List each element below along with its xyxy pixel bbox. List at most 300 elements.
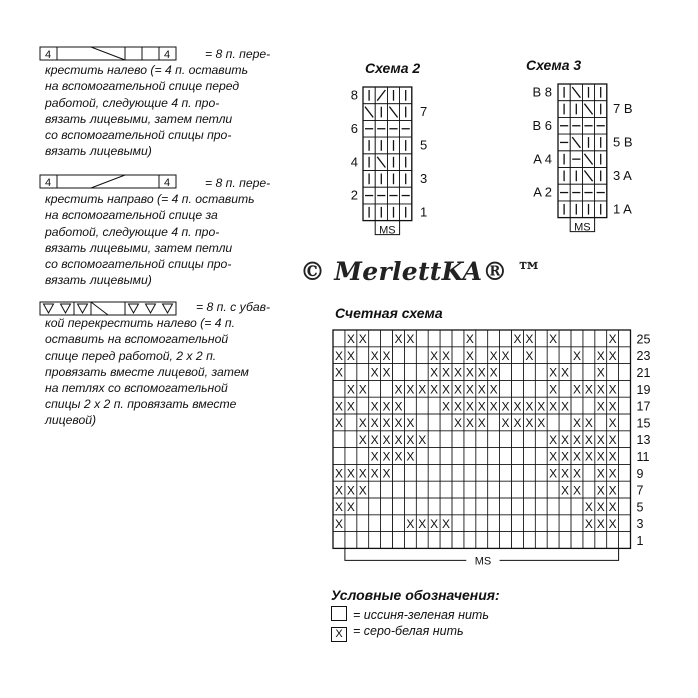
chart-spacer	[416, 477, 428, 484]
chart-spacer	[523, 498, 535, 505]
chart-x-mark: X	[394, 399, 403, 414]
chart-spacer	[535, 365, 547, 372]
cable-number-right: 4	[164, 177, 171, 189]
chart-spacer	[416, 414, 428, 421]
chart-spacer	[607, 365, 619, 372]
chart-spacer	[619, 421, 631, 428]
chart-x-mark: X	[370, 432, 379, 447]
chart-x-mark: X	[549, 466, 558, 481]
chart-cell	[381, 380, 393, 397]
chart-row-label: 15	[636, 416, 651, 431]
chart-spacer	[476, 484, 488, 491]
chart-cell	[523, 448, 535, 465]
chart-cell	[488, 464, 500, 481]
chart-cell	[381, 330, 393, 347]
chart-cell	[535, 448, 547, 465]
chart-spacer	[535, 386, 547, 393]
chart-cell	[428, 431, 440, 448]
chart-spacer	[416, 337, 428, 344]
chart-cell	[488, 431, 500, 448]
chart-spacer	[488, 414, 500, 421]
chart-x-mark: X	[406, 382, 415, 397]
chart-cell	[619, 448, 631, 465]
chart-spacer	[393, 358, 405, 365]
chart-spacer	[571, 407, 583, 414]
chart-spacer	[381, 337, 393, 344]
chart-spacer	[523, 477, 535, 484]
legend-line: оставить на вспомогательной	[45, 332, 229, 347]
chart-cell	[428, 414, 440, 431]
chart-x-mark: X	[334, 500, 343, 515]
chart-cell	[404, 532, 416, 549]
chart-x-mark: X	[406, 432, 415, 447]
legend-line: вязать лицевыми, затем петли	[45, 240, 233, 255]
chart-cell	[476, 464, 488, 481]
chart-spacer	[619, 330, 631, 337]
legend-line: = 8 п. пере-	[205, 176, 271, 190]
chart-x-mark: X	[608, 500, 617, 515]
row-label-left: 8	[350, 87, 358, 103]
chart-spacer	[357, 358, 369, 365]
chart-x-mark: X	[572, 466, 581, 481]
chart-spacer	[345, 421, 357, 428]
chart-spacer	[404, 400, 416, 407]
chart-cell	[476, 515, 488, 532]
chart-x-mark: X	[418, 382, 427, 397]
chart-spacer	[476, 498, 488, 505]
chart-spacer	[512, 456, 524, 463]
legend-text-grey-white: = серо-белая нить	[353, 624, 464, 638]
legend-text-teal: = иссиня-зеленая нить	[353, 608, 489, 622]
chart-row-label: 1	[636, 534, 644, 549]
chart-spacer	[440, 505, 452, 512]
chart-cell	[452, 330, 464, 347]
chart-cell	[428, 448, 440, 465]
chart-spacer	[369, 386, 381, 393]
chart-spacer	[523, 456, 535, 463]
chart-spacer	[428, 477, 440, 484]
chart-spacer	[512, 449, 524, 456]
chart-spacer	[428, 337, 440, 344]
chart-spacer	[500, 337, 512, 344]
chart-spacer	[369, 491, 381, 498]
chart-spacer	[512, 365, 524, 372]
chart-x-mark: X	[572, 382, 581, 397]
chart-spacer	[416, 491, 428, 498]
chart-x-mark: X	[382, 432, 391, 447]
chart-spacer	[512, 498, 524, 505]
chart-spacer	[452, 330, 464, 337]
chart-spacer	[416, 505, 428, 512]
chart-cell	[404, 364, 416, 381]
chart-spacer	[619, 449, 631, 456]
legend-line: вязать лицевыми, затем петли	[45, 111, 233, 126]
chart-spacer	[523, 505, 535, 512]
chart-x-mark: X	[596, 483, 605, 498]
chart-cell	[393, 481, 405, 498]
chart-spacer	[428, 428, 440, 435]
chart-cell	[571, 498, 583, 515]
chart-x-mark: X	[334, 516, 343, 531]
chart-spacer	[440, 484, 452, 491]
chart-cell	[369, 532, 381, 549]
chart-spacer	[559, 351, 571, 358]
legend-line: крестить налево (= 4 п. оставить	[45, 63, 248, 78]
chart-spacer	[393, 351, 405, 358]
chart-cell	[464, 498, 476, 515]
chart-cell	[428, 464, 440, 481]
chart-x-mark: X	[477, 399, 486, 414]
chart-spacer	[512, 477, 524, 484]
chart-x-mark: X	[442, 382, 451, 397]
chart-spacer	[428, 470, 440, 477]
chart-row-label: 7	[636, 483, 644, 498]
chart-spacer	[476, 442, 488, 449]
chart-spacer	[523, 372, 535, 379]
scheme2-title: Схема 2	[365, 60, 421, 76]
legend-line: работой, следующие 4 п. про-	[45, 224, 220, 239]
chart-x-mark: X	[608, 399, 617, 414]
chart-x-mark: X	[608, 382, 617, 397]
row-label-right: 1	[420, 204, 428, 220]
chart-spacer	[595, 337, 607, 344]
chart-spacer	[619, 414, 631, 421]
chart-spacer	[428, 456, 440, 463]
chart-spacer	[345, 435, 357, 442]
chart-spacer	[512, 386, 524, 393]
chart-cell	[476, 481, 488, 498]
chart-spacer	[416, 449, 428, 456]
chart-cell	[345, 364, 357, 381]
chart-x-mark: X	[584, 516, 593, 531]
chart-spacer	[523, 449, 535, 456]
chart-cell	[416, 448, 428, 465]
chart-cell	[547, 414, 559, 431]
chart-cell	[619, 330, 631, 347]
chart-spacer	[440, 414, 452, 421]
chart-cell	[571, 532, 583, 549]
chart-spacer	[452, 449, 464, 456]
chart-row-label: 9	[636, 466, 644, 481]
chart-cell	[333, 431, 345, 448]
chart-spacer	[357, 449, 369, 456]
chart-x-mark: X	[442, 365, 451, 380]
chart-spacer	[571, 400, 583, 407]
chart-x-mark: X	[382, 416, 391, 431]
chart-x-mark: X	[584, 382, 593, 397]
chart-spacer	[452, 491, 464, 498]
chart-cell	[571, 330, 583, 347]
chart-spacer	[512, 491, 524, 498]
chart-spacer	[500, 442, 512, 449]
chart-x-mark: X	[406, 449, 415, 464]
chart-spacer	[500, 435, 512, 442]
chart-spacer	[500, 505, 512, 512]
chart-cell	[547, 481, 559, 498]
chart-cell	[393, 498, 405, 515]
legend-item-teal	[331, 606, 489, 622]
chart-x-mark: X	[525, 332, 534, 347]
chart-x-mark: X	[537, 416, 546, 431]
chart-cell	[369, 330, 381, 347]
chart-x-mark: X	[549, 382, 558, 397]
chart-cell	[559, 532, 571, 549]
chart-cell	[488, 532, 500, 549]
chart-cell	[393, 464, 405, 481]
chart-spacer	[404, 491, 416, 498]
chart-spacer	[404, 358, 416, 365]
chart-cell	[452, 347, 464, 364]
chart-cell	[393, 364, 405, 381]
chart-cell	[369, 380, 381, 397]
chart-spacer	[559, 421, 571, 428]
chart-x-mark: X	[513, 399, 522, 414]
chart-cell	[512, 464, 524, 481]
chart-cell	[535, 431, 547, 448]
chart-cell	[488, 414, 500, 431]
chart-spacer	[583, 470, 595, 477]
chart-spacer	[357, 365, 369, 372]
chart-spacer	[416, 330, 428, 337]
chart-x-mark: X	[525, 399, 534, 414]
chart-x-mark: X	[477, 416, 486, 431]
chart-x-mark: X	[334, 348, 343, 363]
chart-cell	[381, 515, 393, 532]
chart-x-mark: X	[596, 399, 605, 414]
chart-spacer	[404, 484, 416, 491]
chart-x-mark: X	[442, 516, 451, 531]
chart-spacer	[416, 484, 428, 491]
chart-spacer	[476, 477, 488, 484]
chart-spacer	[345, 442, 357, 449]
chart-x-mark: X	[465, 382, 474, 397]
chart-cell	[404, 347, 416, 364]
chart-x-mark: X	[358, 416, 367, 431]
chart-x-mark: X	[584, 449, 593, 464]
row-label-left: B 6	[532, 117, 552, 133]
chart-spacer	[535, 351, 547, 358]
chart-spacer	[476, 491, 488, 498]
chart-cell	[476, 532, 488, 549]
chart-x-mark: X	[561, 449, 570, 464]
chart-spacer	[393, 477, 405, 484]
legend-line: спице перед работой, 2 x 2 п.	[45, 348, 217, 363]
chart-cell	[416, 498, 428, 515]
chart-spacer	[476, 470, 488, 477]
chart-cell	[571, 397, 583, 414]
chart-cell	[535, 347, 547, 364]
chart-spacer	[345, 449, 357, 456]
chart-cell	[357, 515, 369, 532]
chart-x-mark: X	[549, 432, 558, 447]
chart-cell	[333, 330, 345, 347]
chart-cell	[416, 330, 428, 347]
chart-spacer	[464, 442, 476, 449]
chart-x-mark: X	[572, 449, 581, 464]
chart-spacer	[512, 470, 524, 477]
chart-spacer	[464, 470, 476, 477]
chart-x-mark: X	[406, 516, 415, 531]
chart-cell	[404, 481, 416, 498]
chart-cell	[488, 330, 500, 347]
chart-spacer	[535, 470, 547, 477]
chart-x-mark: X	[572, 483, 581, 498]
chart-x-mark: X	[430, 348, 439, 363]
chart-cell	[440, 481, 452, 498]
chart-spacer	[452, 470, 464, 477]
chart-spacer	[500, 477, 512, 484]
chart-spacer	[619, 393, 631, 400]
chart-row-label: 11	[636, 450, 650, 465]
chart-spacer	[535, 498, 547, 505]
chart-x-mark: X	[608, 449, 617, 464]
chart-spacer	[393, 484, 405, 491]
legend-line: со вспомогательной спицы про-	[45, 128, 232, 143]
chart-spacer	[393, 498, 405, 505]
chart-cell	[452, 448, 464, 465]
chart-spacer	[464, 435, 476, 442]
row-label-right: 3 A	[613, 168, 632, 184]
chart-cell	[583, 532, 595, 549]
chart-cell	[595, 330, 607, 347]
chart-cell	[440, 431, 452, 448]
chart-cell	[559, 414, 571, 431]
chart-spacer	[333, 449, 345, 456]
chart-spacer	[381, 484, 393, 491]
chart-x-mark: X	[358, 332, 367, 347]
legend-line: на вспомогательной спице за	[45, 208, 218, 223]
chart-cell	[476, 431, 488, 448]
chart-x-mark: X	[572, 416, 581, 431]
chart-spacer	[512, 435, 524, 442]
chart-row-label: 23	[636, 349, 651, 364]
chart-cell	[619, 431, 631, 448]
chart-spacer	[416, 470, 428, 477]
chart-spacer	[476, 351, 488, 358]
chart-cell	[547, 532, 559, 549]
chart-spacer	[535, 505, 547, 512]
chart-cell	[500, 532, 512, 549]
chart-cell	[500, 515, 512, 532]
chart-spacer	[571, 498, 583, 505]
chart-spacer	[404, 505, 416, 512]
chart-cell	[345, 532, 357, 549]
chart-spacer	[535, 358, 547, 365]
chart-spacer	[512, 505, 524, 512]
chart-x-mark: X	[453, 382, 462, 397]
chart-cell	[619, 347, 631, 364]
chart-cell	[416, 397, 428, 414]
chart-cell	[619, 380, 631, 397]
chart-x-mark: X	[489, 365, 498, 380]
symbols-legend-title: Условные обозначения:	[331, 587, 500, 603]
chart-cell	[464, 532, 476, 549]
chart-spacer	[428, 442, 440, 449]
row-label-left: 6	[350, 120, 358, 136]
chart-cell	[357, 532, 369, 549]
chart-cell	[523, 532, 535, 549]
chart-spacer	[488, 477, 500, 484]
chart-spacer	[357, 400, 369, 407]
chart-x-mark: X	[370, 449, 379, 464]
chart-cell	[583, 397, 595, 414]
chart-cell	[428, 532, 440, 549]
chart-cell	[416, 414, 428, 431]
chart-spacer	[619, 372, 631, 379]
chart-x-mark: X	[358, 432, 367, 447]
chart-spacer	[440, 435, 452, 442]
chart-x-mark: X	[382, 365, 391, 380]
chart-spacer	[523, 470, 535, 477]
chart-cell	[357, 448, 369, 465]
chart-spacer	[500, 449, 512, 456]
chart-spacer	[476, 344, 488, 351]
chart-x-mark: X	[442, 348, 451, 363]
chart-spacer	[333, 386, 345, 393]
chart-spacer	[381, 330, 393, 337]
row-label-left: A 2	[533, 184, 552, 200]
chart-cell	[535, 464, 547, 481]
chart-cell	[345, 515, 357, 532]
chart-spacer	[583, 365, 595, 372]
chart-spacer	[583, 372, 595, 379]
cable-number-right: 4	[164, 49, 171, 61]
chart-spacer	[571, 330, 583, 337]
chart-spacer	[500, 498, 512, 505]
chart-cell	[452, 498, 464, 515]
chart-spacer	[500, 456, 512, 463]
chart-spacer	[404, 365, 416, 372]
chart-cell	[440, 414, 452, 431]
scheme3-title: Схема 3	[526, 57, 582, 73]
chart-spacer	[547, 498, 559, 505]
chart-spacer	[595, 414, 607, 421]
chart-spacer	[393, 470, 405, 477]
legend-line: на вспомогательной спице перед	[45, 79, 240, 94]
chart-x-mark: X	[608, 332, 617, 347]
chart-row-label: 13	[636, 433, 651, 448]
legend-line: провязать вместе лицевой, затем	[45, 364, 249, 379]
chart-spacer	[440, 428, 452, 435]
chart-x-mark: X	[430, 382, 439, 397]
chart-spacer	[428, 407, 440, 414]
row-label-left: 2	[350, 187, 358, 203]
chart-x-mark: X	[513, 332, 522, 347]
chart-spacer	[381, 505, 393, 512]
chart-x-mark: X	[465, 416, 474, 431]
chart-spacer	[464, 477, 476, 484]
chart-cell	[512, 380, 524, 397]
chart-cell	[512, 532, 524, 549]
chart-x-mark: X	[549, 332, 558, 347]
chart-spacer	[428, 414, 440, 421]
chart-spacer	[476, 358, 488, 365]
chart-cell	[428, 498, 440, 515]
chart-cell	[607, 532, 619, 549]
chart-spacer	[523, 386, 535, 393]
chart-spacer	[535, 330, 547, 337]
ms-label: MS	[379, 224, 396, 237]
chart-cell	[559, 515, 571, 532]
chart-spacer	[619, 470, 631, 477]
chart-cell	[547, 515, 559, 532]
chart-x-mark: X	[477, 365, 486, 380]
chart-cell	[523, 464, 535, 481]
chart-cell	[500, 464, 512, 481]
chart-spacer	[535, 491, 547, 498]
row-label-right: 7 B	[613, 101, 633, 117]
chart-x-mark: X	[394, 416, 403, 431]
